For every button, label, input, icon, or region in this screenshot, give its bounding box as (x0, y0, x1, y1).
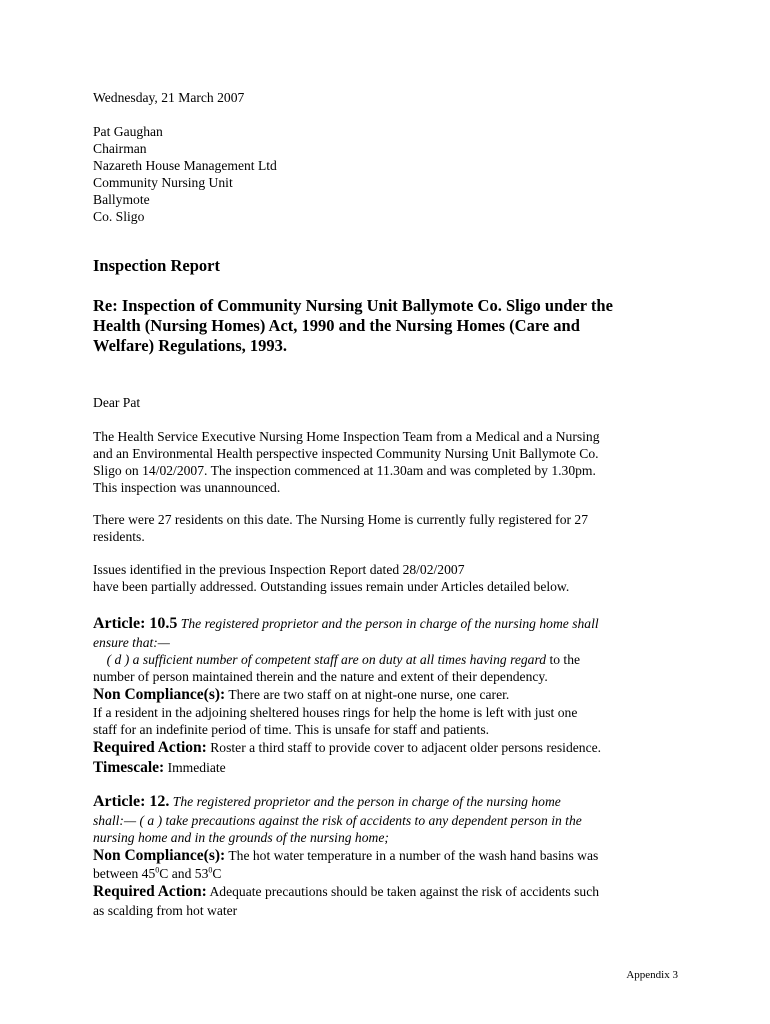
article-intro: The registered proprietor and the person in charge of the nursing home shall (177, 616, 599, 631)
article-10-5 (93, 614, 693, 778)
re-line-2: Health (Nursing Homes) Act, 1990 and the Nursing Homes (Care and (93, 316, 580, 335)
para1-line: Sligo on 14/02/2007. The inspection commenced at 11.30am and was completed by 1.30pm. (93, 463, 596, 478)
temp-text-b: C and 53 (159, 866, 209, 881)
address-name: Pat Gaughan (93, 124, 163, 139)
para1-line: The Health Service Executive Nursing Home Inspection Team from a Medical and a Nursing (93, 429, 600, 444)
re-subject (93, 296, 693, 356)
non-compliance-label: Non Compliance(s): (93, 686, 226, 703)
article-label: Article: 10.5 (93, 615, 178, 632)
timescale-text: Immediate (164, 760, 226, 775)
article-intro-2: shall:— ( a ) take precautions against the risk of accidents to any dependent person in the (93, 813, 582, 828)
non-compliance-text: There are two staff on at night-one nurse, one carer. (225, 687, 510, 702)
article-intro: The registered proprietor and the person in charge of the nursing home (169, 794, 561, 809)
paragraph-residents (93, 511, 693, 545)
degree-sup-1: 0 (155, 865, 160, 875)
temp-text-c: C (212, 866, 222, 881)
temp-text-a: between 45 (93, 866, 156, 881)
letter-date (93, 89, 693, 106)
para2-line: There were 27 residents on this date. The Nursing Home is currently fully registered for 27 (93, 512, 589, 527)
non-compliance-text-2: If a resident in the adjoining sheltered houses rings for help the home is left with just one (93, 705, 578, 720)
required-action-label: Required Action: (93, 883, 207, 900)
address-town: Ballymote (93, 192, 150, 207)
timescale-label: Timescale: (93, 759, 165, 776)
re-line-1: Re: Inspection of Community Nursing Unit Ballymote Co. Sligo under the (93, 296, 613, 315)
address-unit: Community Nursing Unit (93, 175, 233, 190)
recipient-address (93, 123, 693, 225)
non-compliance-temperature (93, 865, 693, 882)
paragraph-inspection (93, 428, 693, 496)
non-compliance-text-3: staff for an indefinite period of time. This is unsafe for staff and patients. (93, 722, 490, 737)
para1-line: This inspection was unannounced. (93, 480, 281, 495)
para2-line: residents. (93, 529, 145, 544)
required-action-label: Required Action: (93, 739, 207, 756)
article-label: Article: 12. (93, 793, 170, 810)
required-action-text: Adequate precautions should be taken against the risk of accidents such (206, 884, 600, 899)
address-title: Chairman (93, 141, 147, 156)
para1-line: and an Environmental Health perspective inspected Community Nursing Unit Ballymote Co. (93, 446, 599, 461)
non-compliance-label: Non Compliance(s): (93, 847, 226, 864)
para3-line: Issues identified in the previous Inspection Report dated 28/02/2007 (93, 562, 465, 577)
para3-line: have been partially addressed. Outstanding issues remain under Articles detailed below. (93, 579, 570, 594)
address-org: Nazareth House Management Ltd (93, 158, 277, 173)
address-county: Co. Sligo (93, 209, 145, 224)
required-action-text-2: as scalding from hot water (93, 903, 238, 918)
re-line-3: Welfare) Regulations, 1993. (93, 336, 288, 355)
date-text: Wednesday, 21 March 2007 (93, 90, 245, 105)
page-footer: Appendix 3 (626, 969, 678, 981)
article-intro-3: nursing home and in the grounds of the nursing home; (93, 830, 389, 845)
report-heading: Inspection Report (93, 256, 220, 275)
degree-sup-2: 0 (208, 865, 213, 875)
paragraph-previous-issues (93, 561, 693, 595)
article-sub: ( d ) a sufficient number of competent staff are on duty at all times having regard (93, 652, 547, 667)
article-intro-2: ensure that:— (93, 635, 170, 650)
required-action-text: Roster a third staff to provide cover to adjacent older persons residence. (206, 740, 602, 755)
article-12 (93, 792, 693, 919)
article-sub-plain: to the (546, 652, 581, 667)
non-compliance-text: The hot water temperature in a number of the wash hand basins was (225, 848, 599, 863)
salutation: Dear Pat (93, 395, 141, 410)
article-sub-2: number of person maintained therein and the nature and extent of their dependency. (93, 669, 548, 684)
